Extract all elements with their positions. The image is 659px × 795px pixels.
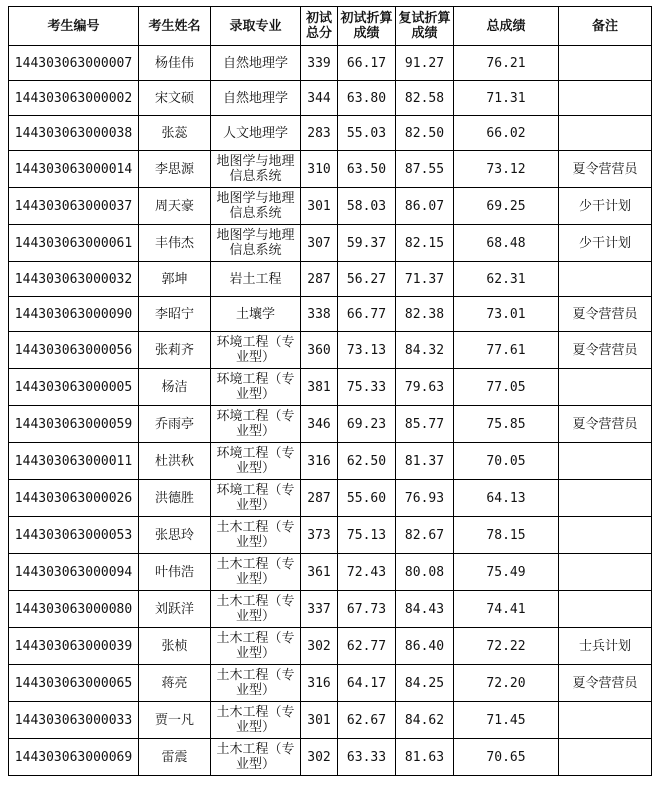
cell-total: 77.61 [454, 332, 559, 369]
cell-retest-converted: 82.67 [396, 517, 454, 554]
cell-student-id: 144303063000033 [9, 702, 139, 739]
cell-student-name: 叶伟浩 [139, 554, 211, 591]
cell-prelim-total: 361 [301, 554, 338, 591]
cell-retest-converted: 84.32 [396, 332, 454, 369]
table-body [9, 46, 652, 776]
cell-student-id: 144303063000069 [9, 739, 139, 776]
cell-student-name: 周天豪 [139, 188, 211, 225]
table-row [9, 702, 652, 739]
header-prelim-converted: 初试折算成绩 [338, 7, 396, 46]
cell-total: 78.15 [454, 517, 559, 554]
cell-student-id: 144303063000005 [9, 369, 139, 406]
cell-prelim-converted: 62.67 [338, 702, 396, 739]
cell-prelim-total: 283 [301, 116, 338, 151]
cell-student-id: 144303063000032 [9, 262, 139, 297]
cell-student-name: 杜洪秋 [139, 443, 211, 480]
header-total: 总成绩 [454, 7, 559, 46]
cell-prelim-converted: 75.33 [338, 369, 396, 406]
cell-prelim-converted: 59.37 [338, 225, 396, 262]
cell-note [559, 116, 652, 151]
cell-prelim-converted: 64.17 [338, 665, 396, 702]
cell-retest-converted: 81.37 [396, 443, 454, 480]
cell-retest-converted: 82.58 [396, 81, 454, 116]
cell-prelim-total: 344 [301, 81, 338, 116]
cell-retest-converted: 84.25 [396, 665, 454, 702]
cell-student-id: 144303063000059 [9, 406, 139, 443]
cell-student-name: 张思玲 [139, 517, 211, 554]
cell-retest-converted: 87.55 [396, 151, 454, 188]
cell-major: 环境工程（专业型） [211, 406, 301, 443]
cell-retest-converted: 82.15 [396, 225, 454, 262]
table-row [9, 665, 652, 702]
cell-prelim-total: 337 [301, 591, 338, 628]
cell-prelim-converted: 73.13 [338, 332, 396, 369]
table-row [9, 116, 652, 151]
table-row [9, 225, 652, 262]
cell-note [559, 591, 652, 628]
cell-total: 73.12 [454, 151, 559, 188]
cell-student-name: 杨洁 [139, 369, 211, 406]
cell-retest-converted: 91.27 [396, 46, 454, 81]
cell-prelim-total: 316 [301, 665, 338, 702]
table-row [9, 151, 652, 188]
cell-note [559, 262, 652, 297]
cell-prelim-total: 302 [301, 628, 338, 665]
cell-retest-converted: 81.63 [396, 739, 454, 776]
cell-note: 夏令营营员 [559, 665, 652, 702]
cell-student-name: 雷震 [139, 739, 211, 776]
cell-prelim-total: 316 [301, 443, 338, 480]
header-prelim-total: 初试总分 [301, 7, 338, 46]
cell-student-name: 贾一凡 [139, 702, 211, 739]
table-row [9, 81, 652, 116]
cell-student-id: 144303063000056 [9, 332, 139, 369]
cell-student-name: 蒋亮 [139, 665, 211, 702]
cell-total: 71.31 [454, 81, 559, 116]
table-row [9, 297, 652, 332]
cell-prelim-total: 360 [301, 332, 338, 369]
header-name: 考生姓名 [139, 7, 211, 46]
cell-note [559, 739, 652, 776]
cell-student-name: 宋文硕 [139, 81, 211, 116]
cell-prelim-total: 302 [301, 739, 338, 776]
cell-retest-converted: 86.40 [396, 628, 454, 665]
table-row [9, 628, 652, 665]
cell-total: 72.20 [454, 665, 559, 702]
cell-note [559, 480, 652, 517]
cell-student-name: 刘跃洋 [139, 591, 211, 628]
table-row [9, 591, 652, 628]
cell-major: 土木工程（专业型） [211, 628, 301, 665]
cell-student-name: 李思源 [139, 151, 211, 188]
cell-student-id: 144303063000090 [9, 297, 139, 332]
cell-note [559, 46, 652, 81]
cell-major: 环境工程（专业型） [211, 480, 301, 517]
cell-student-name: 张桢 [139, 628, 211, 665]
cell-prelim-converted: 62.50 [338, 443, 396, 480]
cell-major: 土木工程（专业型） [211, 517, 301, 554]
cell-major: 土木工程（专业型） [211, 739, 301, 776]
cell-prelim-total: 307 [301, 225, 338, 262]
cell-prelim-converted: 66.77 [338, 297, 396, 332]
cell-prelim-total: 301 [301, 702, 338, 739]
cell-student-id: 144303063000014 [9, 151, 139, 188]
table-row [9, 517, 652, 554]
cell-retest-converted: 82.50 [396, 116, 454, 151]
cell-student-id: 144303063000080 [9, 591, 139, 628]
cell-major: 环境工程（专业型） [211, 369, 301, 406]
cell-note [559, 369, 652, 406]
cell-student-name: 张蕊 [139, 116, 211, 151]
table-row [9, 406, 652, 443]
cell-total: 74.41 [454, 591, 559, 628]
cell-prelim-total: 287 [301, 480, 338, 517]
table-row [9, 554, 652, 591]
cell-note: 夏令营营员 [559, 297, 652, 332]
cell-note: 士兵计划 [559, 628, 652, 665]
cell-major: 自然地理学 [211, 46, 301, 81]
cell-retest-converted: 84.62 [396, 702, 454, 739]
table-row [9, 46, 652, 81]
cell-prelim-converted: 62.77 [338, 628, 396, 665]
cell-major: 土木工程（专业型） [211, 591, 301, 628]
cell-retest-converted: 80.08 [396, 554, 454, 591]
cell-prelim-converted: 55.03 [338, 116, 396, 151]
cell-major: 土木工程（专业型） [211, 702, 301, 739]
table-row [9, 480, 652, 517]
cell-student-name: 张莉齐 [139, 332, 211, 369]
cell-prelim-converted: 55.60 [338, 480, 396, 517]
cell-note [559, 554, 652, 591]
cell-retest-converted: 71.37 [396, 262, 454, 297]
header-id: 考生编号 [9, 7, 139, 46]
cell-student-id: 144303063000037 [9, 188, 139, 225]
cell-major: 人文地理学 [211, 116, 301, 151]
cell-student-id: 144303063000053 [9, 517, 139, 554]
cell-prelim-converted: 69.23 [338, 406, 396, 443]
cell-major: 土木工程（专业型） [211, 554, 301, 591]
cell-prelim-total: 381 [301, 369, 338, 406]
cell-student-id: 144303063000002 [9, 81, 139, 116]
cell-note [559, 81, 652, 116]
cell-total: 64.13 [454, 480, 559, 517]
cell-major: 土壤学 [211, 297, 301, 332]
cell-prelim-total: 339 [301, 46, 338, 81]
cell-major: 自然地理学 [211, 81, 301, 116]
cell-major: 地图学与地理信息系统 [211, 188, 301, 225]
table-row [9, 443, 652, 480]
cell-note: 夏令营营员 [559, 406, 652, 443]
cell-prelim-converted: 63.80 [338, 81, 396, 116]
cell-prelim-converted: 75.13 [338, 517, 396, 554]
table-row [9, 188, 652, 225]
cell-major: 地图学与地理信息系统 [211, 225, 301, 262]
cell-major: 地图学与地理信息系统 [211, 151, 301, 188]
cell-student-id: 144303063000011 [9, 443, 139, 480]
cell-note: 夏令营营员 [559, 151, 652, 188]
cell-prelim-converted: 63.33 [338, 739, 396, 776]
cell-total: 73.01 [454, 297, 559, 332]
cell-prelim-converted: 67.73 [338, 591, 396, 628]
cell-student-name: 李昭宁 [139, 297, 211, 332]
cell-note [559, 517, 652, 554]
cell-student-id: 144303063000039 [9, 628, 139, 665]
cell-student-id: 144303063000061 [9, 225, 139, 262]
cell-total: 75.85 [454, 406, 559, 443]
cell-total: 75.49 [454, 554, 559, 591]
cell-student-id: 144303063000094 [9, 554, 139, 591]
table-row [9, 369, 652, 406]
cell-total: 77.05 [454, 369, 559, 406]
table-row [9, 332, 652, 369]
cell-major: 土木工程（专业型） [211, 665, 301, 702]
cell-student-id: 144303063000038 [9, 116, 139, 151]
cell-major: 岩土工程 [211, 262, 301, 297]
cell-total: 69.25 [454, 188, 559, 225]
cell-prelim-total: 301 [301, 188, 338, 225]
cell-student-name: 郭坤 [139, 262, 211, 297]
table-row [9, 262, 652, 297]
cell-total: 72.22 [454, 628, 559, 665]
cell-major: 环境工程（专业型） [211, 332, 301, 369]
cell-retest-converted: 79.63 [396, 369, 454, 406]
cell-retest-converted: 85.77 [396, 406, 454, 443]
cell-total: 66.02 [454, 116, 559, 151]
cell-prelim-converted: 66.17 [338, 46, 396, 81]
admission-table [8, 6, 652, 776]
cell-student-name: 乔雨亭 [139, 406, 211, 443]
cell-prelim-total: 338 [301, 297, 338, 332]
cell-total: 71.45 [454, 702, 559, 739]
cell-note: 少干计划 [559, 225, 652, 262]
cell-retest-converted: 84.43 [396, 591, 454, 628]
cell-note [559, 443, 652, 480]
cell-student-id: 144303063000007 [9, 46, 139, 81]
header-major: 录取专业 [211, 7, 301, 46]
cell-retest-converted: 82.38 [396, 297, 454, 332]
cell-total: 68.48 [454, 225, 559, 262]
cell-prelim-converted: 56.27 [338, 262, 396, 297]
table-row [9, 739, 652, 776]
cell-note: 夏令营营员 [559, 332, 652, 369]
cell-prelim-converted: 58.03 [338, 188, 396, 225]
cell-total: 76.21 [454, 46, 559, 81]
cell-student-id: 144303063000065 [9, 665, 139, 702]
cell-student-name: 丰伟杰 [139, 225, 211, 262]
cell-major: 环境工程（专业型） [211, 443, 301, 480]
cell-retest-converted: 86.07 [396, 188, 454, 225]
header-retest-converted: 复试折算成绩 [396, 7, 454, 46]
cell-total: 70.65 [454, 739, 559, 776]
cell-student-name: 洪德胜 [139, 480, 211, 517]
cell-prelim-total: 310 [301, 151, 338, 188]
header-note: 备注 [559, 7, 652, 46]
cell-student-name: 杨佳伟 [139, 46, 211, 81]
cell-total: 70.05 [454, 443, 559, 480]
header-row [9, 7, 652, 46]
cell-note [559, 702, 652, 739]
cell-prelim-converted: 63.50 [338, 151, 396, 188]
cell-total: 62.31 [454, 262, 559, 297]
cell-prelim-total: 287 [301, 262, 338, 297]
cell-prelim-total: 373 [301, 517, 338, 554]
cell-student-id: 144303063000026 [9, 480, 139, 517]
cell-note: 少干计划 [559, 188, 652, 225]
cell-prelim-total: 346 [301, 406, 338, 443]
cell-prelim-converted: 72.43 [338, 554, 396, 591]
cell-retest-converted: 76.93 [396, 480, 454, 517]
